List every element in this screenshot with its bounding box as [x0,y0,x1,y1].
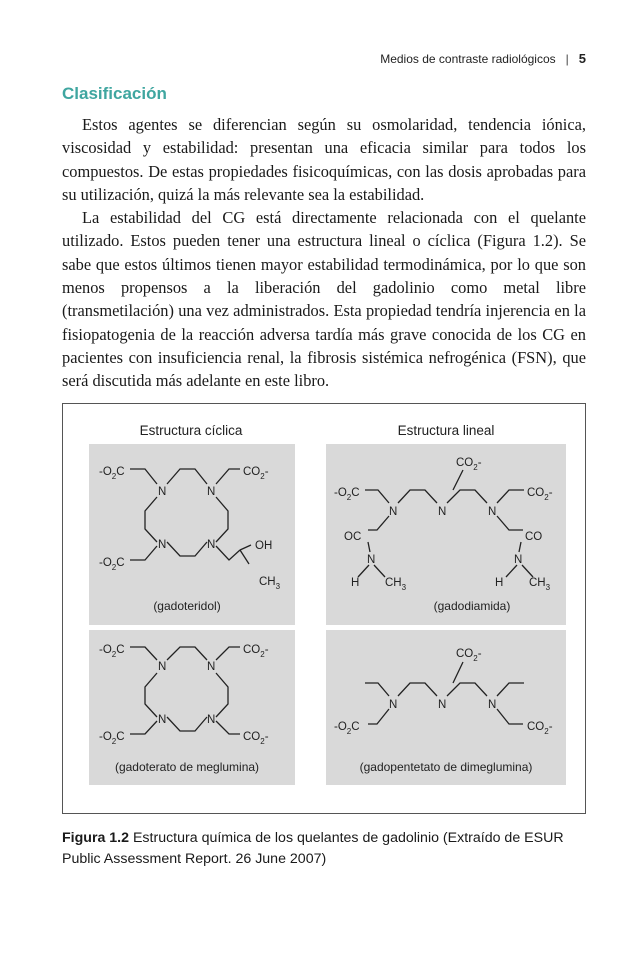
svg-text:CH3: $CH_3$ [259,576,281,591]
label-gadodiamida: (gadodiamida) [433,599,511,613]
svg-text:-O2C: $-O_2C$ [99,557,125,572]
svg-text:CO2-: $CO_2-$ [456,648,482,663]
label-gadoteridol: (gadoteridol) [153,599,221,613]
section-heading: Clasificación [62,84,167,103]
paragraph: Estos agentes se diferencian según su osmolaridad, tendencia iónica, viscosidad y estabilidad: presentan una eficacia similar para todos los compuestos. De estas propiedades fisicoquímicas, con las dosis aprobadas para su utilización, quizá la más relevante sea la estabilidad. [62,115,586,204]
svg-text:OH: OH [255,540,273,552]
title-linear: Estructura lineal [397,423,495,438]
svg-text:CO2-: $CO_2-$ [243,466,269,481]
paragraph: La estabilidad del CG está directamente relacionada con el quelante utilizado. Estos pueden tener una estructura lineal o cíclica (Figura 1.2). Se sabe que estos últimos tienen mayor estabilidad termodinámica, por lo que son menos propensos a la liberación del gadolinio como metal libre (transmetilación) una vez administrados. Esta propiedad tendría injerencia en la fisiopatogenia de la reacción adversa tardía más grave conocida de los CG en pacientes con insuficiencia renal, la fibrosis sistémica nefrogénica (FSN), que será discutida más adelante en este libro. [62,208,586,391]
svg-text:H: H [351,577,360,589]
nitrogen-atom: N [158,486,167,498]
nitrogen-atom: N [207,486,216,498]
svg-text:-O2C: $-O_2C$ [99,466,125,481]
svg-text:-O2C: $-O_2C$ [99,731,125,746]
nitrogen-atom: N [438,699,447,711]
svg-text:CH3: $CH_3$ [385,577,407,592]
title-cyclic: Estructura cíclica [139,423,243,438]
nitrogen-atom: N [488,699,497,711]
svg-text:CO2-: $CO_2-$ [527,487,553,502]
nitrogen-atom: N [438,506,447,518]
page-number: 5 [578,51,586,66]
svg-text:-O2C: $-O_2C$ [334,487,360,502]
svg-text:CO2-: $CO_2-$ [243,731,269,746]
figure-1-2 [62,403,586,814]
figure-caption-label: Figura 1.2 [62,830,130,846]
running-head [380,51,586,66]
svg-text:OC: OC [344,531,362,543]
svg-text:-O2C: $-O_2C$ [99,644,125,659]
figure-caption [62,828,586,869]
running-head-separator: | [565,51,569,66]
body-text [62,113,586,393]
nitrogen-atom: N [207,714,216,726]
figure-caption-text: Estructura química de los quelantes de gadolinio (Extraído de ESUR Public Assessment Report. 26 June 2007) [62,830,564,867]
nitrogen-atom: N [367,554,376,566]
nitrogen-atom: N [389,506,398,518]
svg-text:-O2C: $-O_2C$ [334,721,360,736]
nitrogen-atom: N [514,554,523,566]
nitrogen-atom: N [158,661,167,673]
svg-text:H: H [495,577,504,589]
nitrogen-atom: N [158,714,167,726]
nitrogen-atom: N [207,539,216,551]
running-head-title: Medios de contraste radiológicos [380,51,556,66]
svg-text:CH3: $CH_3$ [529,577,551,592]
svg-text:CO2-: $CO_2-$ [456,457,482,472]
nitrogen-atom: N [158,539,167,551]
label-gadoterato: (gadoterato de meglumina) [114,760,260,774]
nitrogen-atom: N [207,661,216,673]
nitrogen-atom: N [488,506,497,518]
chelate-structures-diagram [63,404,585,813]
label-gadopentetato: (gadopentetato de dimeglumina) [359,760,533,774]
svg-text:CO2-: $CO_2-$ [243,644,269,659]
svg-text:CO: CO [525,531,543,543]
nitrogen-atom: N [389,699,398,711]
svg-text:CO2-: $CO_2-$ [527,721,553,736]
